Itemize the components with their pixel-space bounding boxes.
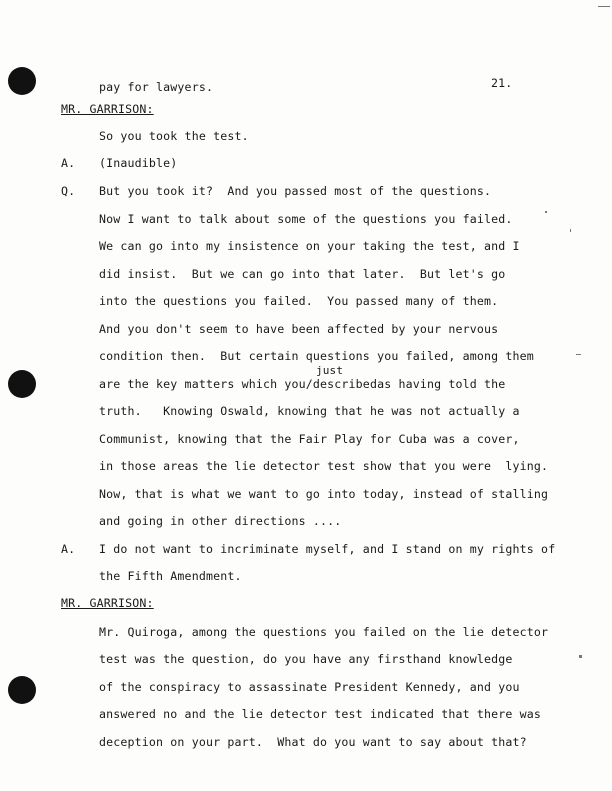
transcript-line: deception on your part. What do you want to say about that? [99,735,527,749]
transcript-line: So you took the test. [99,129,249,143]
speaker-label-garrison: MR. GARRISON: [61,596,154,610]
speaker-label-q: Q. [61,184,76,198]
transcript-line: and going in other directions .... [99,514,342,528]
page-number: 21. [491,76,513,90]
punch-hole-bottom [8,676,36,704]
transcript-line: (Inaudible) [99,156,178,170]
transcript-line: Now, that is what we want to go into today, instead of stalling [99,487,549,501]
transcript-line: But you took it? And you passed most of the questions. [99,184,492,198]
transcript-line: Mr. Quiroga, among the questions you failed on the lie detector [99,625,549,639]
transcript-line: answered no and the lie detector test indicated that there was [99,707,542,721]
transcript-line: Now I want to talk about some of the questions you failed. [99,212,513,226]
punch-hole-middle [8,370,36,398]
transcript-line: are the key matters which you/describedas having told the [99,377,506,391]
scan-mark [598,6,610,7]
speaker-label-a: A. [61,156,76,170]
transcript-line: We can go into my insistence on your taking the test, and I [99,239,520,253]
speaker-label-garrison: MR. GARRISON: [61,102,154,116]
transcript-line: the Fifth Amendment. [99,569,242,583]
transcript-line: pay for lawyers. [99,80,214,94]
transcript-line: of the conspiracy to assassinate President Kennedy, and you [99,680,520,694]
transcript-line: truth. Knowing Oswald, knowing that he was not actually a [99,404,520,418]
scan-speck [545,211,547,213]
speaker-label-a: A. [61,542,76,556]
transcript-line: Communist, knowing that the Fair Play for Cuba was a cover, [99,432,520,446]
transcript-line: did insist. But we can go into that later. But let's go [99,267,506,281]
scan-speck [570,229,571,232]
scan-speck [576,354,581,355]
punch-hole-top [8,67,36,95]
transcript-line: into the questions you failed. You passed many of them. [99,294,499,308]
transcript-line: in those areas the lie detector test show that you were lying. [99,459,549,473]
transcript-line: condition then. But certain questions you failed, among them [99,349,534,363]
transcript-line: I do not want to incriminate myself, and I stand on my rights of [99,542,556,556]
scan-speck [579,655,582,658]
transcript-line: And you don't seem to have been affected by your nervous [99,322,499,336]
transcript-line: test was the question, do you have any firsthand knowledge [99,652,513,666]
handwritten-insertion: just [316,364,344,377]
